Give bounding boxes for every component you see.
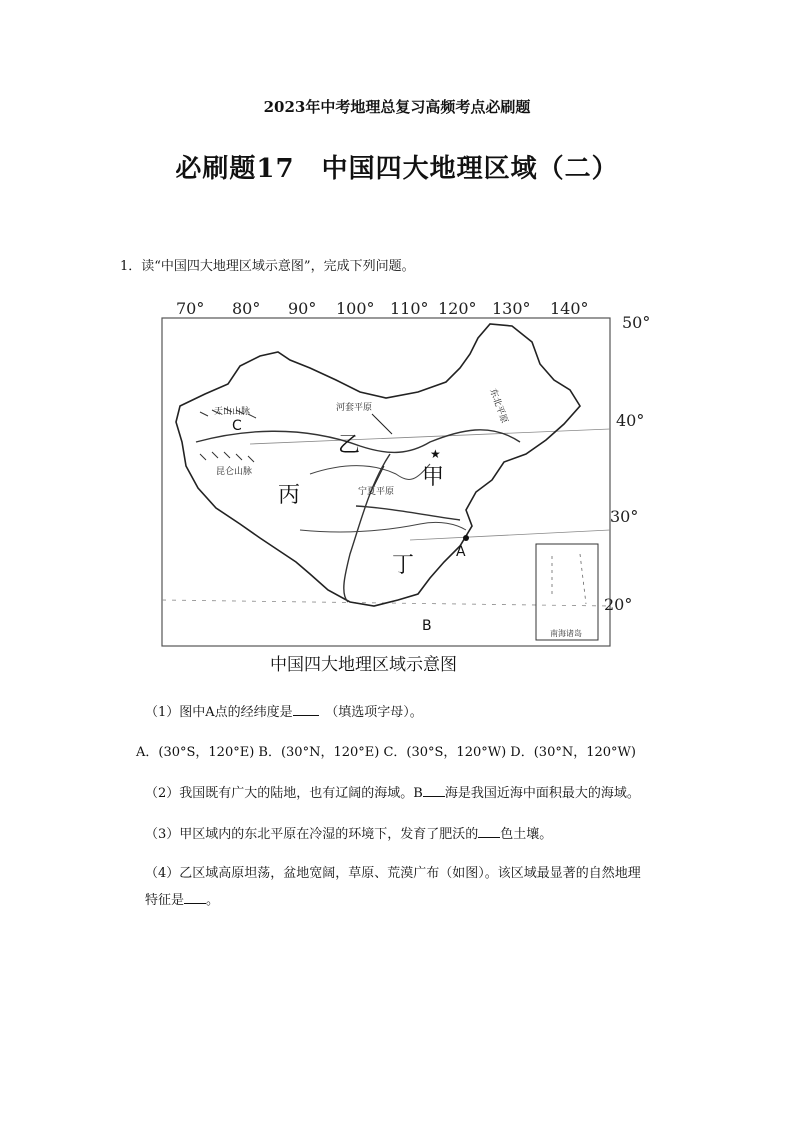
- lat-label-50: 50°: [622, 313, 651, 332]
- arrow-hetao: [372, 414, 392, 434]
- qinling-line: [356, 506, 460, 520]
- point-label-a: A: [456, 544, 466, 560]
- yangtze-river: [300, 522, 466, 532]
- region-label-bing: 丙: [278, 483, 301, 508]
- sub-question-3: [145, 823, 552, 842]
- boundary-west: [344, 454, 390, 602]
- answer-blank-1[interactable]: [293, 703, 319, 716]
- lat-line-30: [410, 530, 610, 540]
- feature-kunlun: 昆仑山脉: [216, 467, 253, 477]
- sub-question-4-suffix: 。: [206, 893, 220, 908]
- lat-label-30: 30°: [610, 507, 639, 526]
- lon-label-90: 90°: [288, 299, 317, 318]
- feature-tianshan: 天山山脉: [214, 407, 251, 417]
- point-a-marker: [463, 535, 469, 541]
- point-label-b: B: [422, 618, 432, 634]
- sub-question-2: [145, 782, 640, 801]
- sub-question-4-line2: 特征是: [145, 893, 185, 908]
- map-caption: 中国四大地理区域示意图: [270, 655, 457, 675]
- lat-label-20: 20°: [604, 595, 633, 614]
- answer-blank-2[interactable]: [423, 784, 445, 797]
- question-1-stem: 1．读“中国四大地理区域示意图”，完成下列问题。: [120, 259, 415, 274]
- lon-label-130: 130°: [492, 299, 531, 318]
- lon-label-120: 120°: [438, 299, 477, 318]
- feature-ningxia: 宁夏平原: [358, 487, 395, 497]
- lon-label-80: 80°: [232, 299, 261, 318]
- document-header: 2023年中考地理总复习高频考点必刷题: [263, 98, 531, 116]
- point-label-c: C: [232, 418, 242, 434]
- sub-question-1-suffix: （填选项字母）。: [331, 705, 423, 720]
- feature-dongbei: 东北平原: [487, 387, 509, 425]
- feature-hetao: 河套平原: [336, 403, 373, 413]
- south-sea-inset: [536, 544, 598, 640]
- sub-question-4: [145, 862, 641, 908]
- answer-blank-4[interactable]: [184, 891, 206, 904]
- sub-question-3-suffix: 色土壤。: [500, 827, 553, 842]
- lon-label-110: 110°: [390, 299, 429, 318]
- sub-question-3-text: （3）甲区域内的东北平原在冷湿的环境下，发育了肥沃的: [145, 827, 479, 842]
- sub-question-2-suffix: 海是我国近海中面积最大的海域。: [444, 786, 640, 801]
- lon-label-70: 70°: [176, 299, 205, 318]
- sub-question-4-line1: （4）乙区域高原坦荡，盆地宽阔，草原、荒漠广布（如图）。该区域最显著的自然地理: [145, 866, 641, 881]
- kunlun-ticks: [200, 452, 254, 462]
- sub-question-1-text: （1）图中A点的经纬度是: [145, 705, 293, 720]
- region-label-ding: 丁: [392, 553, 415, 578]
- region-label-jia: 甲: [422, 465, 445, 490]
- inset-label: 南海诸岛: [550, 629, 582, 638]
- region-label-yi: 乙: [338, 433, 361, 458]
- sub-question-1-options: A．(30°S，120°E) B．(30°N，120°E) C．(30°S，120°W) D．(30°N，120°W): [136, 745, 636, 760]
- page-title: 必刷题17 中国四大地理区域（二）: [175, 154, 619, 184]
- lon-label-140: 140°: [550, 299, 589, 318]
- lon-label-100: 100°: [336, 299, 375, 318]
- yellow-river: [310, 464, 430, 479]
- lat-label-40: 40°: [616, 411, 645, 430]
- answer-blank-3[interactable]: [478, 825, 500, 838]
- star-icon: ★: [430, 447, 441, 461]
- arrow-ningxia: [374, 466, 384, 486]
- china-outline: [176, 324, 580, 606]
- china-regions-map: [160, 294, 660, 679]
- sub-question-1: [145, 701, 423, 720]
- sub-question-2-text: （2）我国既有广大的陆地，也有辽阔的海域。B: [145, 786, 423, 801]
